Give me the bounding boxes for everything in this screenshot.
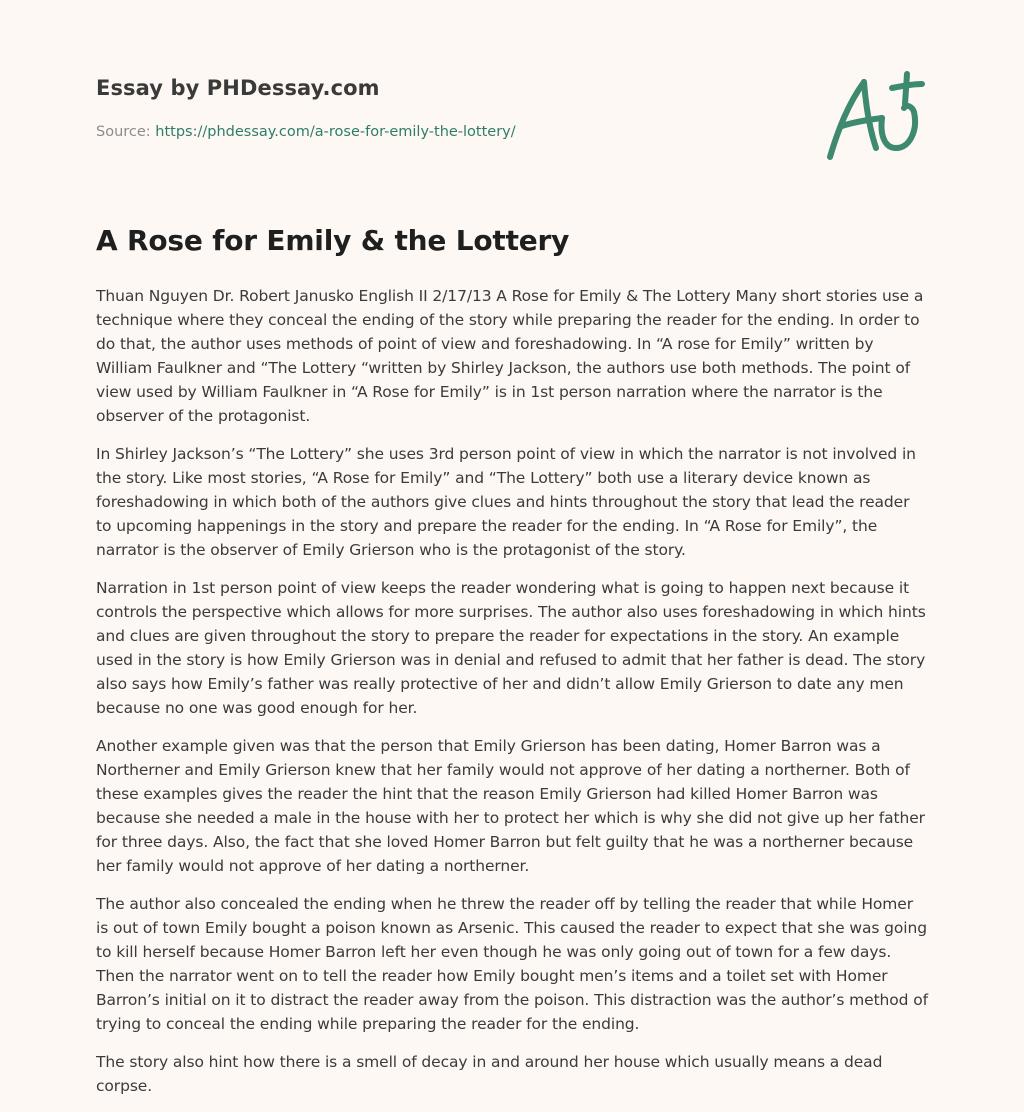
brand-title: Essay by PHDessay.com — [96, 76, 380, 100]
article-body — [96, 284, 928, 1112]
article-paragraph: In Shirley Jackson’s “The Lottery” she uses 3rd person point of view in which the narrator is not involved in the story. Like most stories, “A Rose for Emily” and “The Lottery” both use a literary device known as foreshadowing in which both of the authors give clues and hints throughout the story that lead the reader to upcoming happenings in the story and prepare the reader for the ending. In “A Rose for Emily”, the narrator is the observer of Emily Grierson who is the protagonist of the story. — [96, 445, 916, 559]
a-plus-logo-icon — [824, 68, 926, 164]
page — [96, 0, 928, 1095]
article-title: A Rose for Emily & the Lottery — [96, 224, 570, 257]
article-paragraph: The author also concealed the ending when he threw the reader off by telling the reader that while Homer is out of town Emily bought a poison known as Arsenic. This caused the reader to expect that she was going to kill herself because Homer Barron left her even though he was only going out of town for a few days. Then the narrator went on to tell the reader how Emily bought men’s items and a toilet set with Homer Barron’s initial on it to distract the reader away from the poison. This distraction was the author’s method of trying to conceal the ending while preparing the reader for the ending. — [96, 895, 928, 1033]
source-line — [96, 124, 516, 140]
header — [96, 0, 928, 190]
article-paragraph: The story also hint how there is a smell of decay in and around her house which usually means a dead corpse. — [96, 1053, 883, 1095]
source-label: Source: — [96, 124, 151, 140]
article-paragraph: Thuan Nguyen Dr. Robert Janusko English II 2/17/13 A Rose for Emily & The Lottery Many short stories use a technique where they conceal the ending of the story while preparing the reader for the ending. In order to do that, the author uses methods of point of view and foreshadowing. In “A rose for Emily” written by William Faulkner and “The Lottery “written by Shirley Jackson, the authors use both methods. The point of view used by William Faulkner in “A Rose for Emily” is in 1st person narration where the narrator is the observer of the protagonist. — [96, 287, 924, 425]
article-paragraph: Another example given was that the person that Emily Grierson has been dating, Homer Barron was a Northerner and Emily Grierson knew that her family would not approve of her dating a northerner. Both of these examples gives the reader the hint that the reason Emily Grierson had killed Homer Barron was because she needed a male in the house with her to protect her which is why she did not give up her father for three days. Also, the fact that she loved Homer Barron but felt guilty that he was a northerner because her family would not approve of her dating a northerner. — [96, 737, 925, 875]
article-paragraph: Narration in 1st person point of view keeps the reader wondering what is going to happen next because it controls the perspective which allows for more surprises. The author also uses foreshadowing in which hints and clues are given throughout the story to prepare the reader for expectations in the story. An example used in the story is how Emily Grierson was in denial and refused to admit that her father is dead. The story also says how Emily’s father was really protective of her and didn’t allow Emily Grierson to date any men because no one was good enough for her. — [96, 579, 926, 717]
source-link[interactable]: https://phdessay.com/a-rose-for-emily-the-lottery/ — [155, 124, 516, 140]
